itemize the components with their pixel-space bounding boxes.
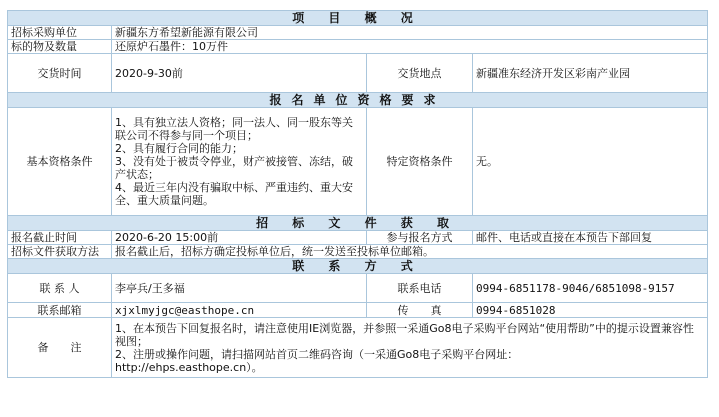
section-qualification-header: 报名单位资格要求 xyxy=(8,93,708,108)
contact-person-value: 李亭兵/王多福 xyxy=(112,274,367,303)
basic-qualification-value: 1、具有独立法人资格；同一法人、同一股东等关联公司不得参与同一个项目； 2、具有履行合同的能力； 3、没有处于被责令停业，财产被接管、冻结，破产状态； 4、最近三年内没有骗取中标、严重违约、重大安全、重大质量问题。 xyxy=(112,108,367,216)
registration-method-value: 邮件、电话或直接在本预告下部回复 xyxy=(473,231,708,245)
document-acquire-label: 招标文件获取方法 xyxy=(8,245,112,259)
delivery-time-value: 2020-9-30前 xyxy=(112,54,367,93)
subject-label: 标的物及数量 xyxy=(8,40,112,54)
delivery-place-value: 新疆准东经济开发区彩南产业园 xyxy=(473,54,708,93)
section-contact-header: 联 系 方 式 xyxy=(8,259,708,274)
delivery-time-label: 交货时间 xyxy=(8,54,112,93)
contact-email-link[interactable]: xjxlmyjgc@easthope.cn xyxy=(112,303,367,318)
specific-qualification-label: 特定资格条件 xyxy=(367,108,473,216)
basic-qualification-label: 基本资格条件 xyxy=(8,108,112,216)
remarks-label: 备 注 xyxy=(8,318,112,378)
purchaser-label: 招标采购单位 xyxy=(8,26,112,40)
remarks-value: 1、在本预告下回复报名时，请注意使用IE浏览器，并参照一采通Go8电子采购平台网站“使用帮助”中的提示设置兼容性视图； 2、注册或操作问题，请扫描网站首页二维码咨询（一采通Go8电子采购平台网址： http://ehps.easthope.cn）。 xyxy=(112,318,708,378)
document-acquire-value: 报名截止后，招标方确定投标单位后，统一发送至投标单位邮箱。 xyxy=(112,245,708,259)
section-documents-header: 招 标 文 件 获 取 xyxy=(8,216,708,231)
contact-phone-value: 0994-6851178-9046/6851098-9157 xyxy=(473,274,708,303)
section-overview-header: 项 目 概 况 xyxy=(8,11,708,26)
subject-value: 还原炉石墨件：10万件 xyxy=(112,40,708,54)
project-info-table xyxy=(7,10,708,378)
specific-qualification-value: 无。 xyxy=(473,108,708,216)
fax-value: 0994-6851028 xyxy=(473,303,708,318)
delivery-place-label: 交货地点 xyxy=(367,54,473,93)
deadline-value: 2020-6-20 15:00前 xyxy=(112,231,367,245)
contact-email-label: 联系邮箱 xyxy=(8,303,112,318)
fax-label: 传 真 xyxy=(367,303,473,318)
purchaser-value: 新疆东方希望新能源有限公司 xyxy=(112,26,708,40)
contact-phone-label: 联系电话 xyxy=(367,274,473,303)
deadline-label: 报名截止时间 xyxy=(8,231,112,245)
registration-method-label: 参与报名方式 xyxy=(367,231,473,245)
contact-person-label: 联 系 人 xyxy=(8,274,112,303)
